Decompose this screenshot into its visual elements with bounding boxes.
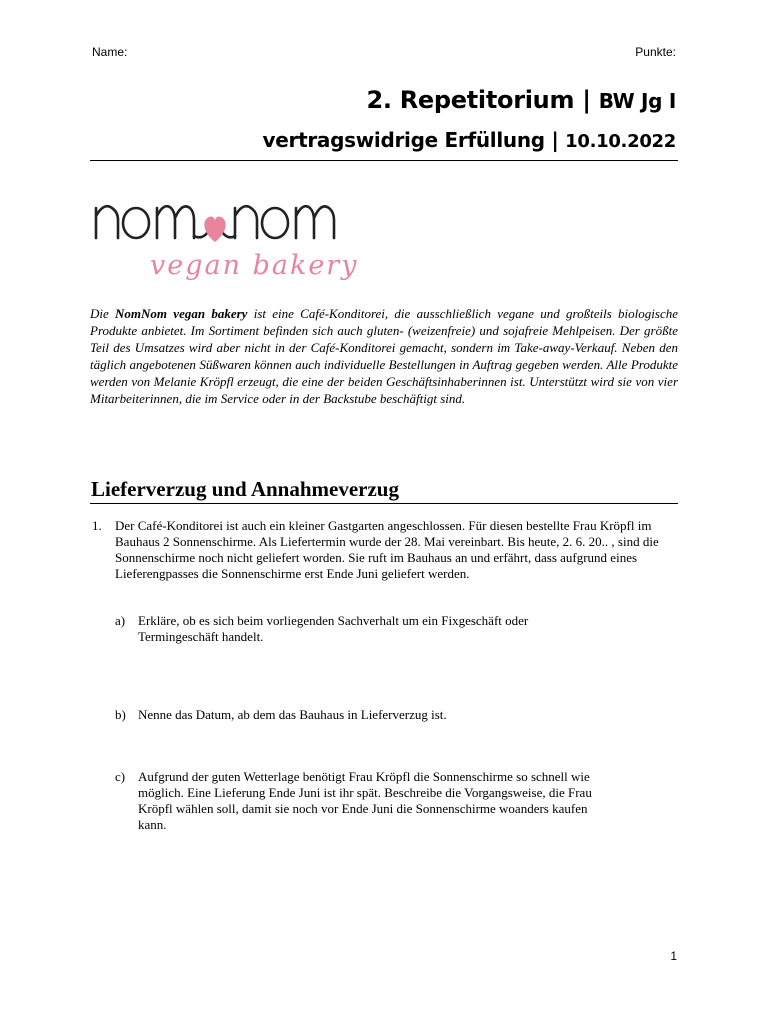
- heart-icon: [204, 216, 225, 242]
- subtitle-topic: vertragswidrige Erfüllung |: [262, 128, 566, 152]
- section-divider: [90, 503, 678, 504]
- section-heading: Lieferverzug und Annahmeverzug: [91, 477, 399, 501]
- intro-body: ist eine Café-Konditorei, die ausschließlich vegane und großteils biologische Produkte anbietet. Im Sortiment befinden sich auch gluten- (weizenfreie) und sojafreie Mehlpeisen. Der größte Teil des Umsatzes wird aber nicht in der Café-Konditorei gemacht, sondern im Take-away-Verkauf. Neben den täglich angebotenen Süßwaren können auch individuelle Bestellungen in Auftrag gegeben werden. Alle Produkte werden von Melanie Kröpfl erzeugt, die eine der beiden Geschäftsinhaberinnen ist. Unterstützt wird sie von vier Mitarbeiterinnen, die im Service oder in der Backstube beschäftigt sind.: [90, 306, 678, 406]
- nomnom-logo: [90, 186, 360, 286]
- subtask-letter: b): [115, 707, 126, 722]
- subtask-letter: a): [115, 613, 126, 628]
- subtask-letter: c): [115, 769, 126, 784]
- name-label: Name:: [92, 45, 128, 59]
- subtask-text: Nenne das Datum, ab dem das Bauhaus in Lieferverzug ist.: [138, 707, 447, 722]
- task-number: 1.: [92, 518, 102, 533]
- intro-paragraph: [90, 305, 678, 407]
- subtask-text: Aufgrund der guten Wetterlage benötigt Frau Kröpfl die Sonnenschirme so schnell wie möglich. Eine Lieferung Ende Juni ist ihr spät. Beschreibe die Vorgangsweise, die Frau Kröpfl wählen soll, damit sie noch vor Ende Juni die Sonnenschirme woanders kaufen kann.: [138, 769, 592, 832]
- title-divider: [90, 160, 678, 161]
- subtitle-date: 10.10.2022: [565, 131, 676, 152]
- title-line-2: [263, 128, 677, 152]
- intro-prefix: Die: [90, 306, 116, 321]
- logo-tagline: vegan bakery: [150, 250, 359, 281]
- title-class: BW Jg I: [598, 89, 676, 113]
- task-text: Der Café-Konditorei ist auch ein kleiner Gastgarten angeschlossen. Für diesen bestellte Frau Kröpfl im Bauhaus 2 Sonnenschirme. Als Liefertermin wurde der 28. Mai vereinbart. Bis heute, 2. 6. 20.. , sind die Sonnenschirme noch nicht geliefert worden. Sie ruft im Bauhaus an und erfährt, dass aufgrund eines Lieferengpasses die Sonnenschirme erst Ende Juni geliefert werden.: [115, 518, 659, 581]
- company-name: NomNom vegan bakery: [115, 306, 248, 321]
- page-number: 1: [670, 949, 677, 963]
- points-label: Punkte:: [635, 45, 676, 59]
- subtask-text: Erkläre, ob es sich beim vorliegenden Sachverhalt um ein Fixgeschäft oder Termingeschäft handelt.: [138, 613, 529, 644]
- title-line-1: [366, 86, 676, 114]
- title-main: 2. Repetitorium |: [366, 86, 599, 114]
